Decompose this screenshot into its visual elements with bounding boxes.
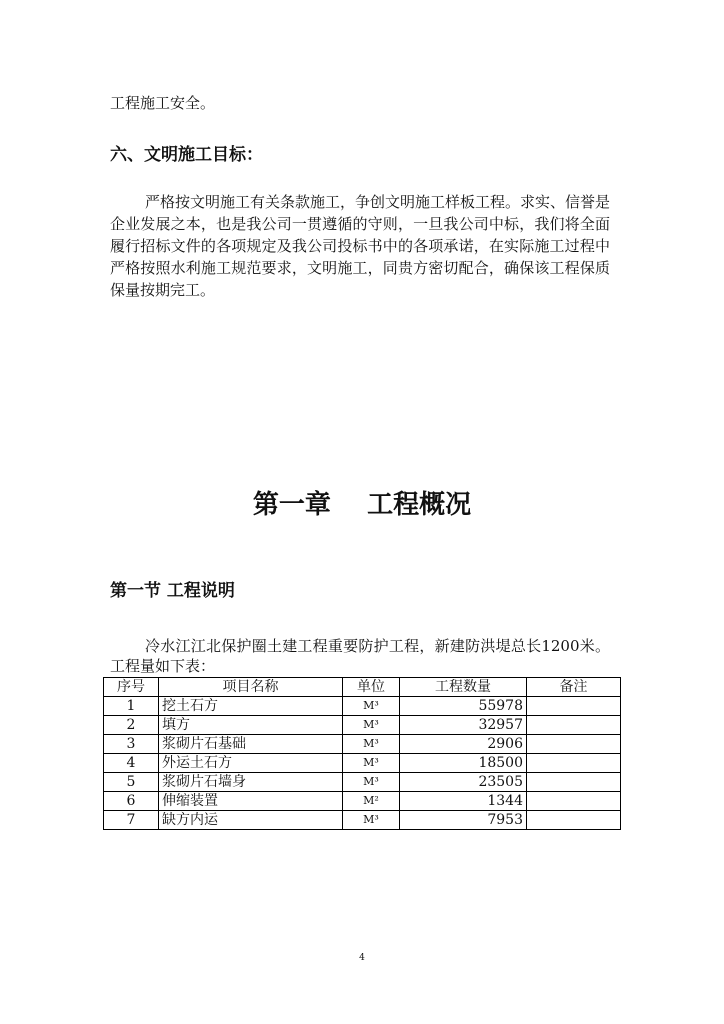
cell-index: 4: [104, 754, 159, 773]
table-row: [104, 716, 621, 735]
cell-remarks: [527, 811, 621, 830]
cell-item-name: 伸缩装置: [159, 792, 343, 811]
heading-civilized-construction-goal: 六、文明施工目标：: [110, 145, 263, 165]
cell-quantity: 7953: [400, 811, 527, 830]
cell-remarks: [527, 792, 621, 811]
cell-quantity: 23505: [400, 773, 527, 792]
cell-unit: M³: [343, 697, 400, 716]
cell-item-name: 浆砌片石墙身: [159, 773, 343, 792]
cell-item-name: 挖土石方: [159, 697, 343, 716]
cell-remarks: [527, 716, 621, 735]
section-title: 第一节 工程说明: [110, 581, 235, 601]
table-row: [104, 811, 621, 830]
cell-remarks: [527, 697, 621, 716]
paragraph-project-description: 冷水江江北保护圈土建工程重要防护工程，新建防洪堤总长1200米。工程量如下表：: [110, 637, 610, 675]
cell-item-name: 外运土石方: [159, 754, 343, 773]
cell-index: 1: [104, 697, 159, 716]
cell-quantity: 1344: [400, 792, 527, 811]
text-line-top: 工程施工安全。: [110, 94, 216, 112]
cell-quantity: 18500: [400, 754, 527, 773]
table-row: [104, 697, 621, 716]
table-row: [104, 773, 621, 792]
cell-index: 7: [104, 811, 159, 830]
page-number: 4: [359, 953, 365, 963]
cell-unit: M³: [343, 773, 400, 792]
cell-unit: M³: [343, 754, 400, 773]
cell-remarks: [527, 754, 621, 773]
cell-unit: M³: [343, 735, 400, 754]
cell-index: 5: [104, 773, 159, 792]
col-header-remarks: 备注: [527, 678, 621, 697]
col-header-quantity: 工程数量: [400, 678, 527, 697]
chapter-title: 第一章 工程概况: [252, 490, 472, 520]
cell-remarks: [527, 735, 621, 754]
cell-index: 2: [104, 716, 159, 735]
col-header-item-name: 项目名称: [159, 678, 343, 697]
cell-item-name: 缺方内运: [159, 811, 343, 830]
table-row: [104, 735, 621, 754]
table-row: [104, 754, 621, 773]
table-row: [104, 792, 621, 811]
cell-unit: M³: [343, 811, 400, 830]
col-header-unit: 单位: [343, 678, 400, 697]
paragraph-goal: 严格按文明施工有关条款施工，争创文明施工样板工程。求实、信誉是企业发展之本，也是我公司一贯遵循的守则，一旦我公司中标，我们将全面履行招标文件的各项规定及我公司投标书中的各项承诺，在实际施工过程中严格按照水利施工规范要求，文明施工，同贵方密切配合，确保该工程保质保量按期完工。: [110, 193, 611, 299]
quantities-table: [103, 677, 621, 830]
cell-quantity: 32957: [400, 716, 527, 735]
cell-index: 6: [104, 792, 159, 811]
cell-index: 3: [104, 735, 159, 754]
cell-unit: M²: [343, 792, 400, 811]
cell-item-name: 填方: [159, 716, 343, 735]
cell-quantity: 2906: [400, 735, 527, 754]
col-header-index: 序号: [104, 678, 159, 697]
cell-item-name: 浆砌片石基础: [159, 735, 343, 754]
cell-quantity: 55978: [400, 697, 527, 716]
cell-unit: M³: [343, 716, 400, 735]
table-header-row: [104, 678, 621, 697]
cell-remarks: [527, 773, 621, 792]
